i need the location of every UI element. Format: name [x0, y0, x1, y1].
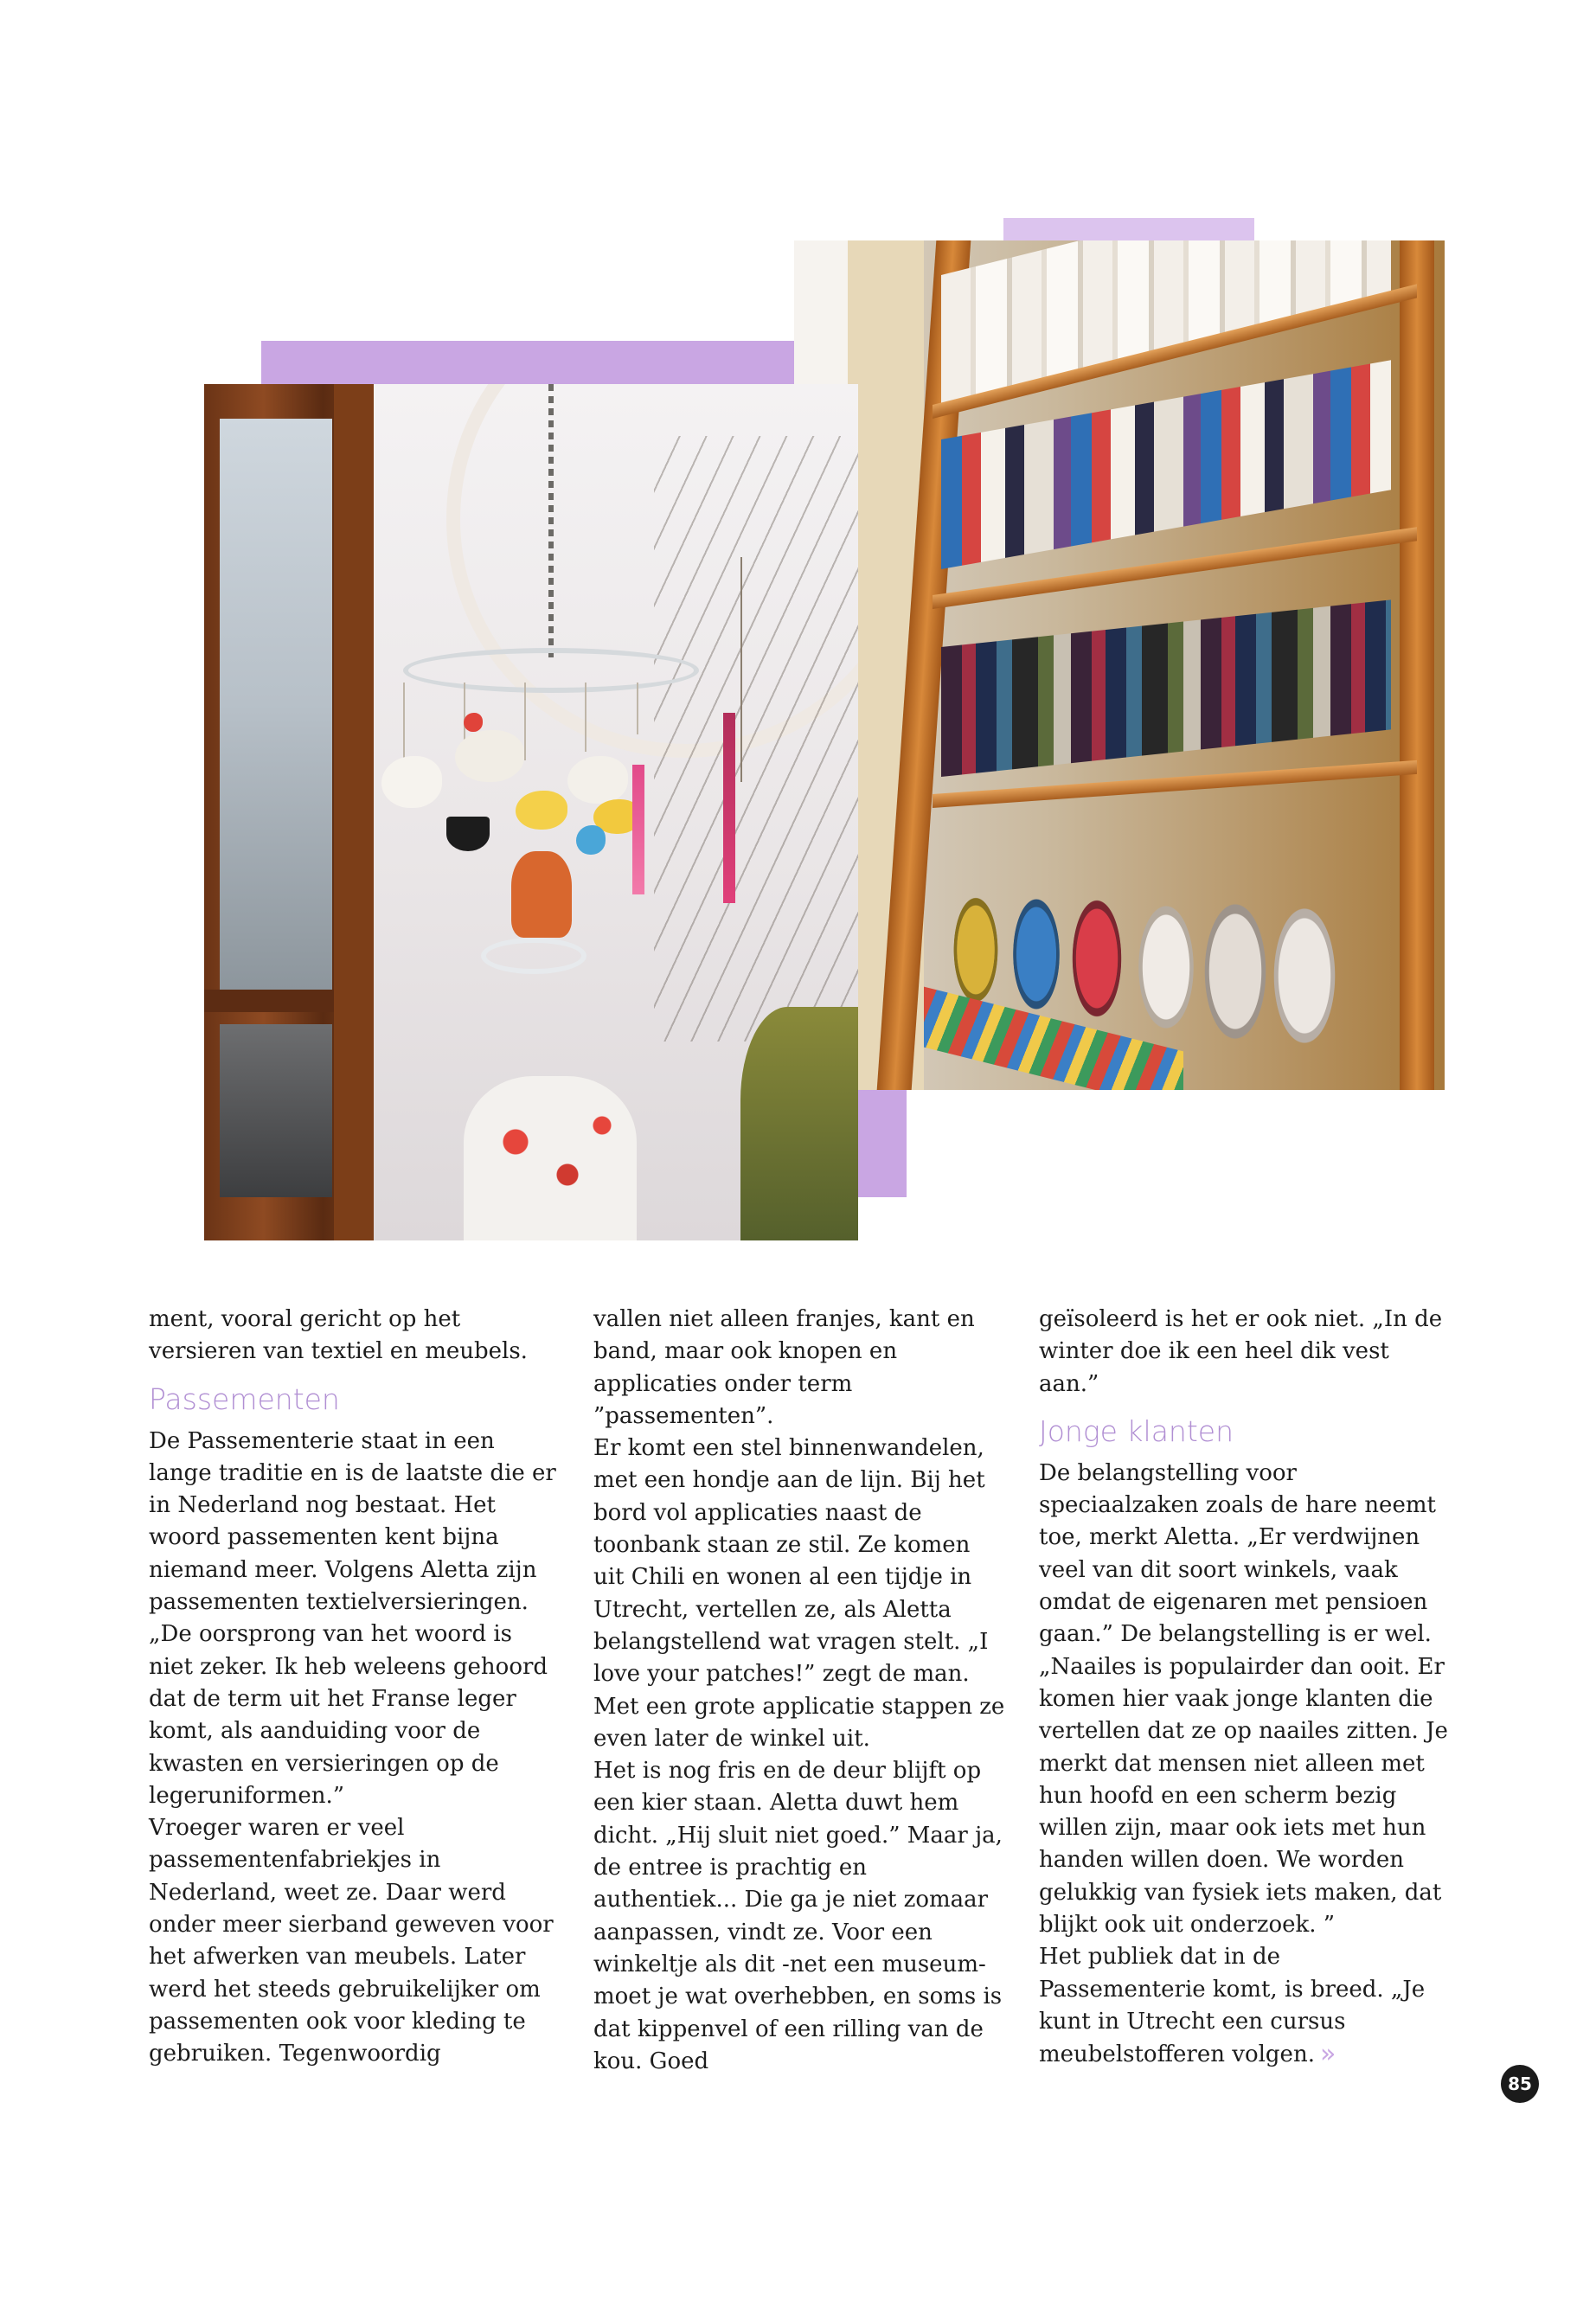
- paragraph-text: Het publiek dat in de Passementerie komt, is breed. „Je kunt in Utrecht een cursus meubelstofferen volgen.: [1039, 1944, 1426, 2068]
- paragraph: De Passementerie staat in een lange traditie en is de laatste die er in Nederland nog bestaat. Het woord passementen kent bijna niemand meer. Volgens Aletta zijn passementen textielversieringen. „De oorsprong van het woord is niet zeker. Ik heb weleens gehoord dat de term uit het Franse leger komt, als aanduiding voor de kwasten en versieringen op de legeruniformen.”: [149, 1427, 556, 1809]
- text-column-2: [593, 1304, 1007, 2078]
- paragraph: ment, vooral gericht op het versieren van textiel en meubels.: [149, 1306, 528, 1365]
- paragraph: De belangstelling voor speciaalzaken zoals de hare neemt toe, merkt Aletta. „Er verdwijnen veel van dit soort winkels, vaak omdat de eigenaren met pensioen gaan.” De belangstelling is er wel. „Naailes is populairder dan ooit. Er komen hier vaak jonge klanten die vertellen dat ze op naailes zitten. Je merkt dat mensen niet alleen met hun hoofd en een scherm bezig willen zijn, maar ook iets met hun handen willen doen. We worden gelukkig van fysiek iets maken, dat blijkt ook uit onderzoek. ”: [1039, 1459, 1448, 1939]
- paragraph: vallen niet alleen franjes, kant en band, maar ook knopen en applicaties onder term ”passementen”.: [593, 1306, 975, 1429]
- page-number-badge: 85: [1501, 2065, 1539, 2103]
- paragraph: [1039, 1941, 1452, 2071]
- paragraph: geïsoleerd is het er ook niet. „In de winter doe ik een heel dik vest aan.”: [1039, 1306, 1443, 1397]
- paragraph: Het is nog fris en de deur blijft op een kier staan. Aletta duwt hem dicht. „Hij sluit niet goed.” Maar ja, de entree is prachtig en authentiek... Die ga je niet zomaar aanpassen, vindt ze. Voor een winkeltje als dit -net een museum- moet je wat overhebben, en soms is dat kippenvel of een rilling van de kou. Goed: [593, 1758, 1003, 2074]
- continue-arrow-icon: »: [1319, 2039, 1329, 2070]
- mobile-photo: [204, 384, 858, 1240]
- paragraph: Er komt een stel binnenwandelen, met een hondje aan de lijn. Bij het bord vol applicaties naast de toonbank staan ze stil. Ze komen uit Chili en wonen al een tijdje in Utrecht, vertellen ze, als Aletta belangstellend wat vragen stelt. „I love your patches!” zegt de man. Met een grote applicatie stappen ze even later de winkel uit.: [593, 1435, 1005, 1752]
- paragraph: Vroeger waren er veel passementenfabriekjes in Nederland, weet ze. Daar werd onder meer sierband geweven voor het afwerken van meubels. Later werd het steeds gebruikelijker om passementen ook voor kleding te gebruiken. Tegenwoordig: [149, 1815, 554, 2067]
- text-column-1: [149, 1304, 562, 2071]
- text-column-3: [1039, 1304, 1452, 2072]
- shelves-photo: [794, 240, 1445, 1090]
- section-heading-jonge-klanten: Jonge klanten: [1039, 1413, 1234, 1448]
- section-heading-passementen: Passementen: [149, 1381, 340, 1416]
